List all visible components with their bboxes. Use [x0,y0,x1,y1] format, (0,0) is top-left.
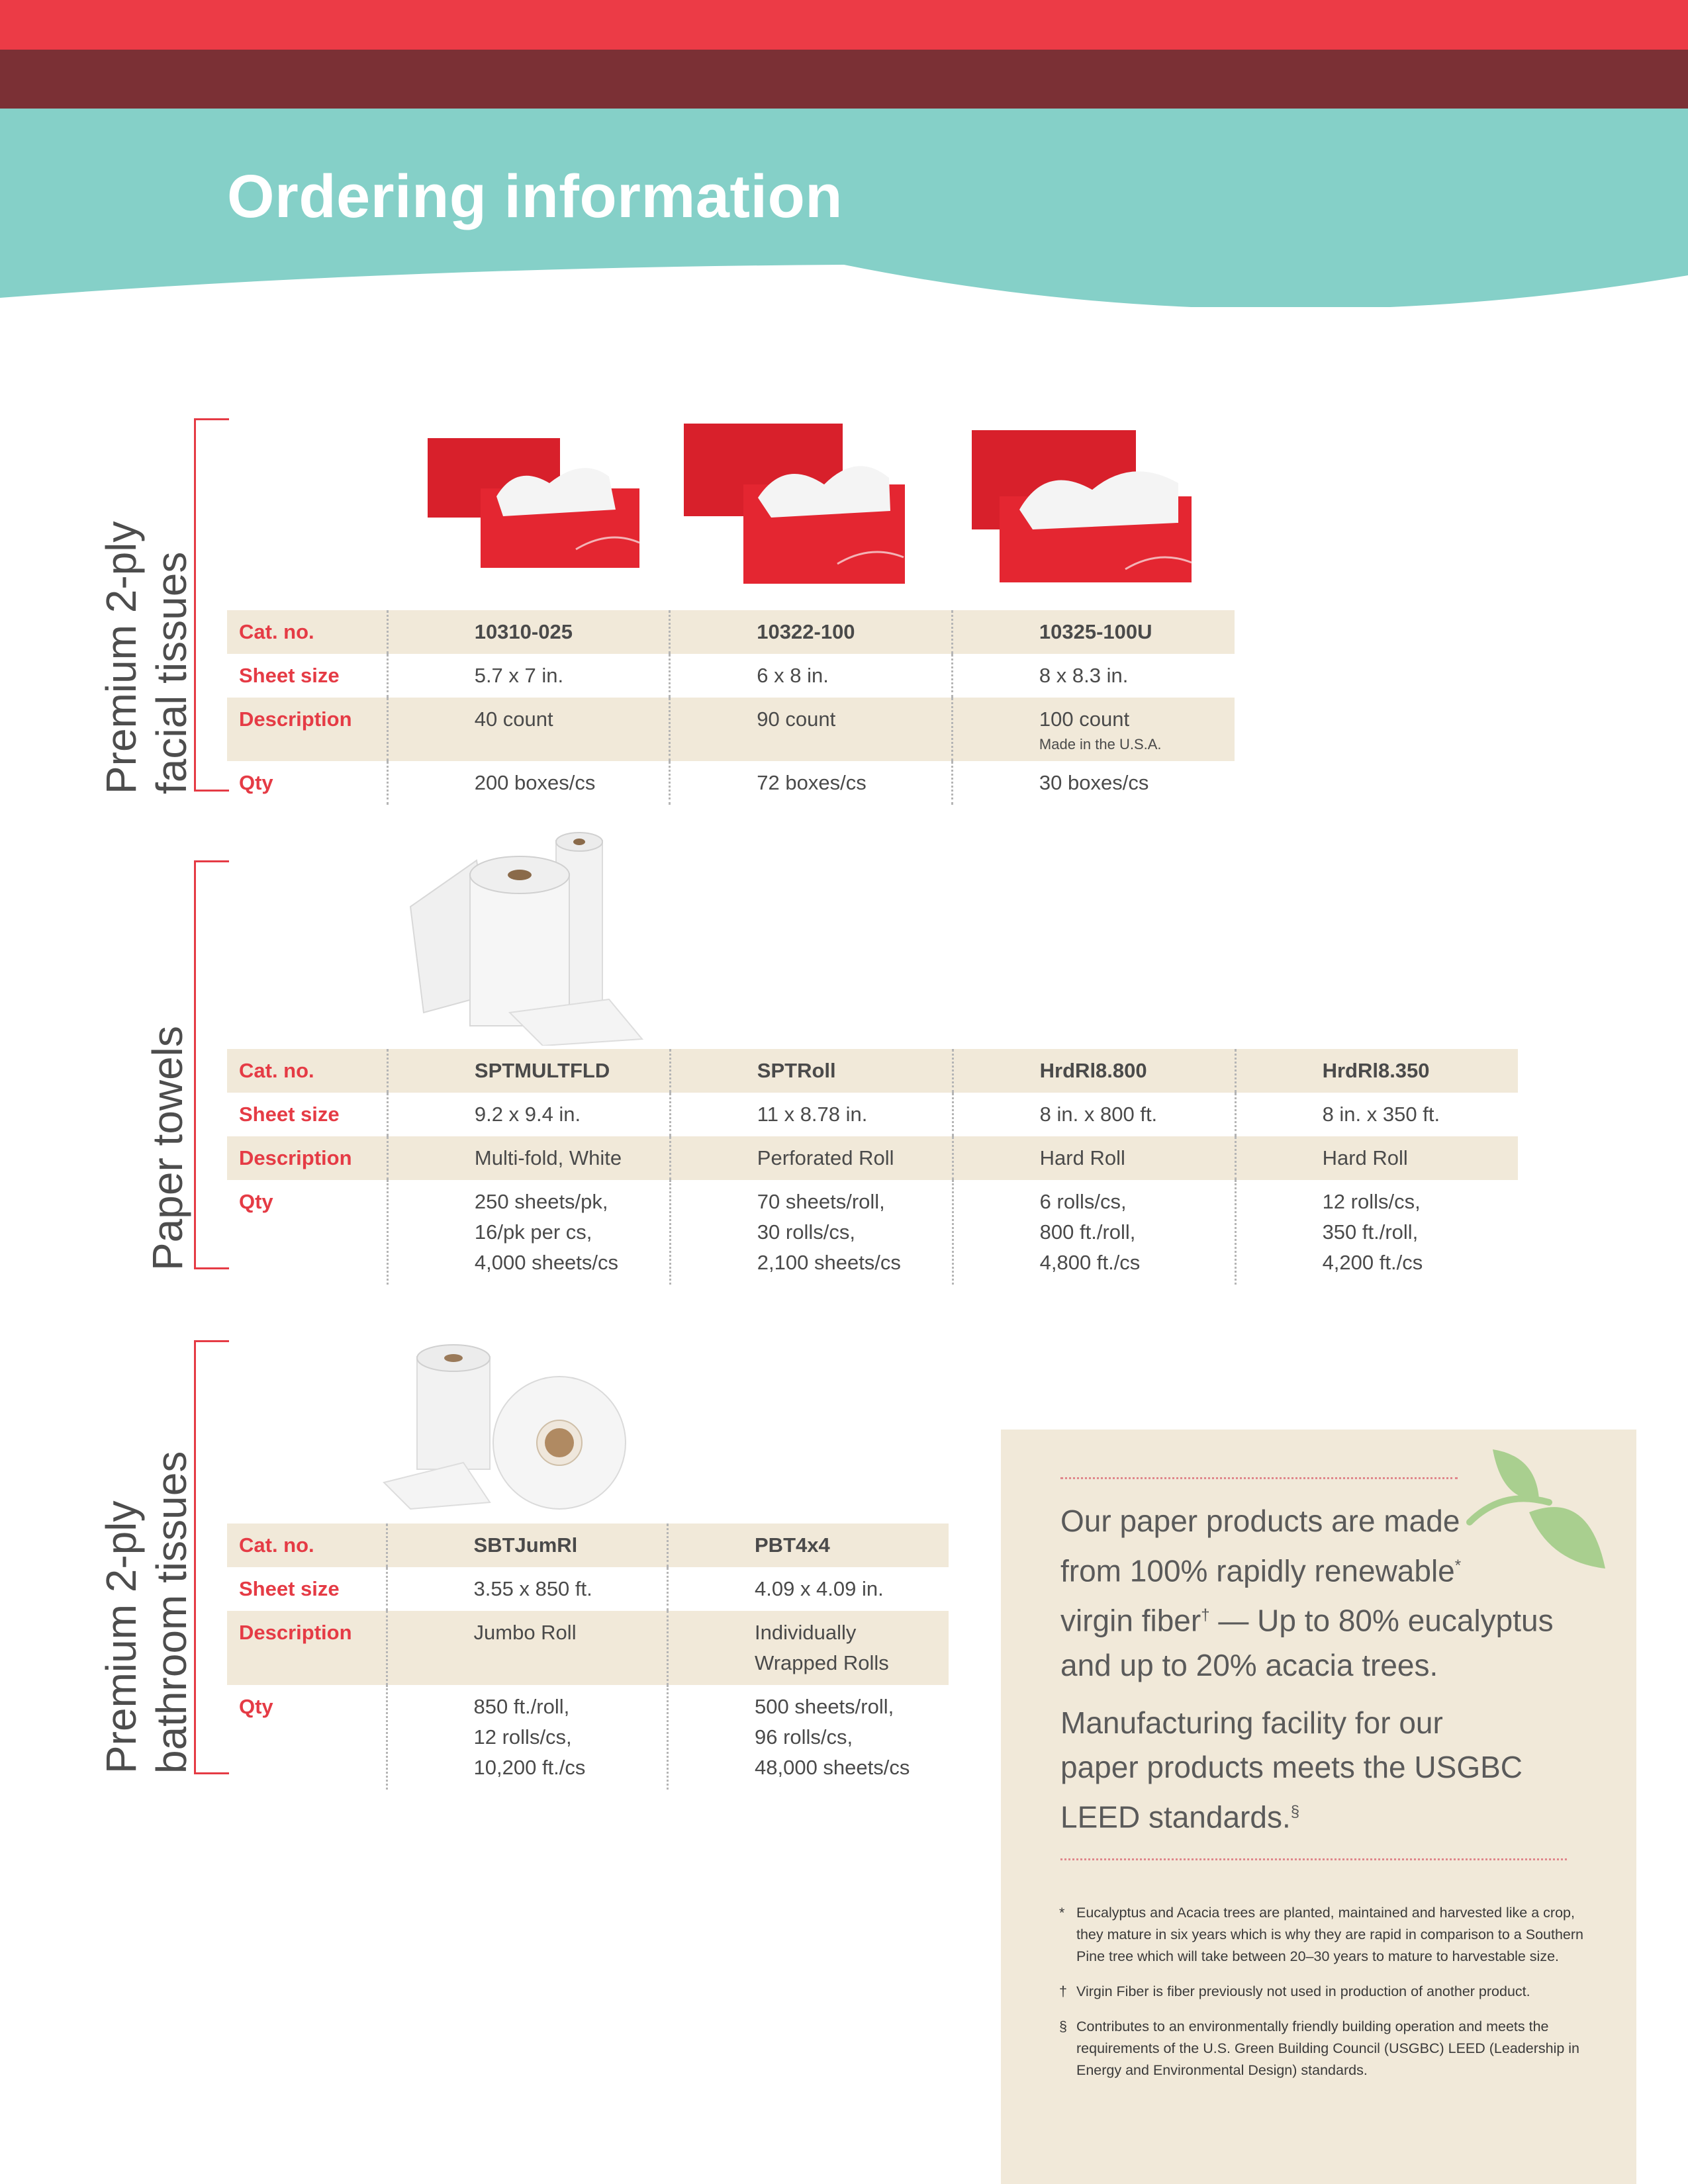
row-label: Sheet size [239,664,340,687]
row-label: Description [227,698,387,761]
cat-number: 10310-025 [387,610,670,654]
paper-towels-image [397,821,662,1046]
table-row [227,761,1235,805]
facial-section-label: Premium 2-ply facial tissues [97,521,195,794]
table-row [227,1180,1518,1285]
made-in-usa-note: Made in the U.S.A. [1039,736,1162,752]
sheet-size: 8 in. x 800 ft. [953,1093,1235,1136]
facial-tissue-image-2 [679,418,910,590]
description: 40 count [387,698,670,761]
info-paragraph-leed: Manufacturing facility for our paper products meets the USGBC LEED standards.§ [1060,1706,1523,1835]
bath-section-label: Premium 2-ply bathroom tissues [97,1451,195,1774]
table-row [227,1049,1518,1093]
row-label: Cat. no. [227,610,387,654]
towels-spec-table [227,1049,1518,1285]
description: 90 count [670,698,953,761]
bath-section-bracket [194,1340,229,1774]
footnote: § Contributes to an environmentally friendly building operation and meets the requirements of the U.S. Green Building Council (USGBC) LEED (Leadership in Energy and Environmental Design) standards. [1059,2019,1580,2078]
sheet-size: 4.09 x 4.09 in. [668,1567,949,1611]
quantity: 6 rolls/cs, 800 ft./roll, 4,800 ft./cs [953,1180,1235,1285]
description: Jumbo Roll [387,1611,667,1685]
sheet-size: 8 in. x 350 ft. [1235,1093,1518,1136]
bath-spec-table [227,1524,949,1790]
quantity: 72 boxes/cs [670,761,953,805]
table-row [227,1136,1518,1180]
facial-tissue-image-1 [417,430,649,582]
footnote: † Virgin Fiber is fiber previously not used in production of another product. [1059,1983,1530,1999]
sheet-size: 6 x 8 in. [670,654,953,698]
row-label: Cat. no. [227,1049,387,1093]
quantity: 500 sheets/roll, 96 rolls/cs, 48,000 sheets/cs [668,1685,949,1790]
cat-number: SBTJumRl [387,1524,667,1567]
sheet-size: 5.7 x 7 in. [387,654,670,698]
description: Individually Wrapped Rolls [668,1611,949,1685]
description: Multi-fold, White [387,1136,670,1180]
info-divider-bottom [1060,1858,1567,1860]
cat-number: PBT4x4 [668,1524,949,1567]
towels-section-label: Paper towels [144,1026,191,1271]
description: 100 count Made in the U.S.A. [952,698,1235,761]
table-row [227,698,1235,761]
row-label: Cat. no. [227,1524,387,1567]
footnote: * Eucalyptus and Acacia trees are planted, maintained and harvested like a crop, they mature in six years which is why they are rapid in comparison to a Southern Pine tree which will take between 20–30 years to mature to harvestable size. [1059,1905,1584,1964]
quantity: 850 ft./roll, 12 rolls/cs, 10,200 ft./cs [387,1685,667,1790]
row-label: Sheet size [239,1577,340,1600]
row-label: Sheet size [239,1103,340,1126]
towels-section-bracket [194,860,229,1269]
table-row [227,1093,1518,1136]
header-red-band [0,0,1688,50]
table-row [227,1567,949,1611]
row-label: Qty [239,1695,273,1718]
table-row [227,610,1235,654]
bathroom-tissue-image [371,1343,649,1516]
cat-number: HrdRl8.800 [953,1049,1235,1093]
sheet-size: 8 x 8.3 in. [952,654,1235,698]
row-label: Description [227,1611,387,1685]
row-label: Qty [239,1190,273,1213]
quantity: 250 sheets/pk, 16/pk per cs, 4,000 sheets/cs [387,1180,670,1285]
sheet-size: 11 x 8.78 in. [670,1093,953,1136]
quantity: 30 boxes/cs [952,761,1235,805]
cat-number: 10325-100U [952,610,1235,654]
row-label: Qty [239,771,273,794]
description: Hard Roll [953,1136,1235,1180]
info-divider-top [1060,1477,1458,1479]
footnotes [1059,1902,1589,2095]
quantity: 12 rolls/cs, 350 ft./roll, 4,200 ft./cs [1235,1180,1518,1285]
facial-tissue-image-3 [966,424,1198,589]
description: Perforated Roll [670,1136,953,1180]
sheet-size: 3.55 x 850 ft. [387,1567,667,1611]
table-row [227,1685,949,1790]
facial-section-bracket [194,418,229,792]
cat-number: HrdRl8.350 [1235,1049,1518,1093]
cat-number: SPTMULTFLD [387,1049,670,1093]
quantity: 200 boxes/cs [387,761,670,805]
page-title: Ordering information [227,163,843,230]
header-maroon-band [0,50,1688,109]
info-paragraph-fiber: Our paper products are made from 100% rapidly renewable* virgin fiber† — Up to 80% eucalyptus and up to 20% acacia trees. [1060,1504,1554,1682]
sheet-size: 9.2 x 9.4 in. [387,1093,670,1136]
row-label: Description [227,1136,387,1180]
facial-spec-table [227,610,1235,805]
cat-number: SPTRoll [670,1049,953,1093]
table-row [227,1524,949,1567]
quantity: 70 sheets/roll, 30 rolls/cs, 2,100 sheets/cs [670,1180,953,1285]
description: Hard Roll [1235,1136,1518,1180]
table-row [227,654,1235,698]
table-row [227,1611,949,1685]
cat-number: 10322-100 [670,610,953,654]
